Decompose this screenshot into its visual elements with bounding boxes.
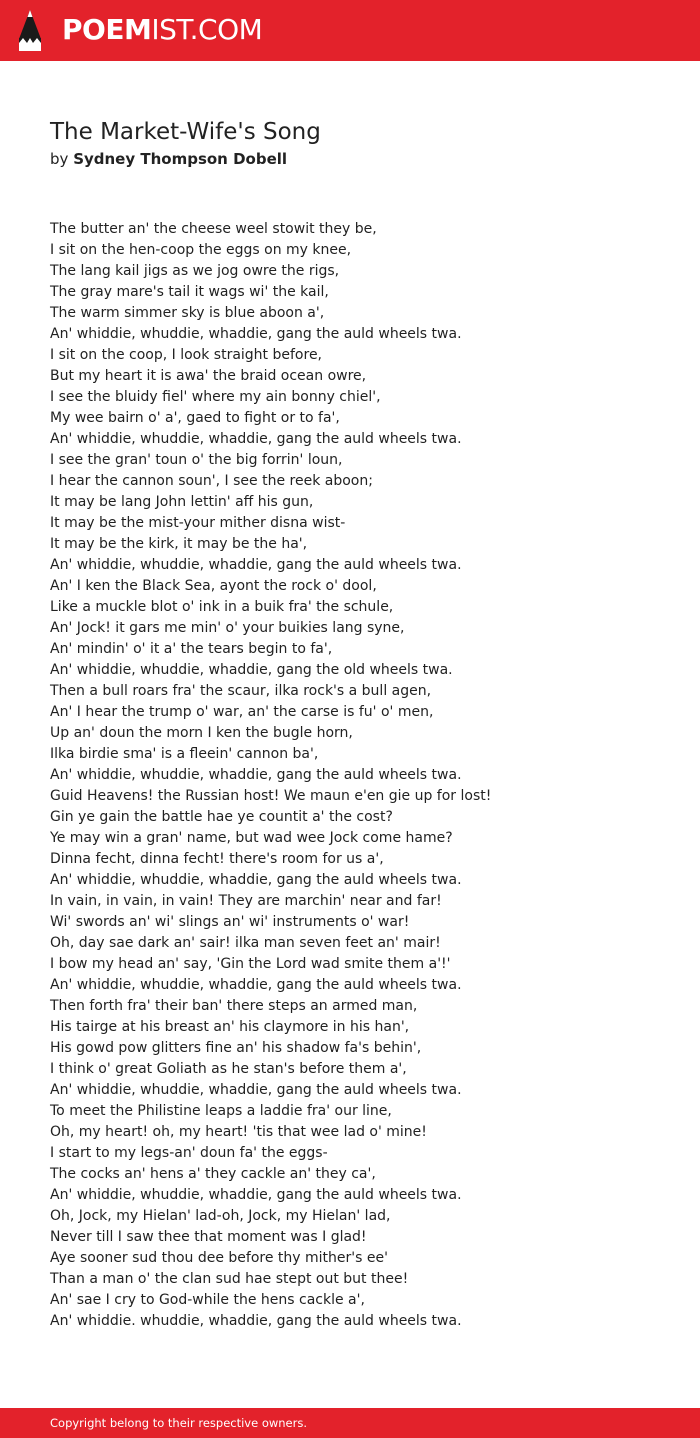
poem-line: To meet the Philistine leaps a laddie fra' our line, (50, 1103, 392, 1119)
poem-line: In vain, in vain, in vain! They are marchin' near and far! (50, 893, 442, 909)
logo-text-bold: POEM (62, 13, 152, 46)
poem-line: My wee bairn o' a', gaed to fight or to fa', (50, 410, 340, 426)
logo-text-light: IST.COM (151, 13, 263, 46)
poem-line: Gin ye gain the battle hae ye countit a' the cost? (50, 809, 393, 825)
poem-line: Oh, Jock, my Hielan' lad-oh, Jock, my Hielan' lad, (50, 1208, 391, 1224)
poem-line: An' whiddie, whuddie, whaddie, gang the auld wheels twa. (50, 557, 462, 573)
poem-author: Sydney Thompson Dobell (73, 150, 288, 168)
poem-line: The lang kail jigs as we jog owre the rigs, (50, 263, 340, 279)
poem-line: An' whiddie, whuddie, whaddie, gang the auld wheels twa. (50, 767, 462, 783)
poem-line: The butter an' the cheese weel stowit they be, (50, 221, 377, 237)
poem-byline (50, 149, 287, 169)
poem-line: The warm simmer sky is blue aboon a', (50, 305, 325, 321)
poem-line: I hear the cannon soun', I see the reek aboon; (50, 473, 373, 489)
poem-line: An' sae I cry to God-while the hens cackle a', (50, 1292, 365, 1308)
byline-prefix: by (50, 150, 69, 168)
site-logo-text (62, 13, 262, 47)
poem-line: Aye sooner sud thou dee before thy mither's ee' (50, 1250, 388, 1266)
poem-line: Than a man o' the clan sud hae stept out but thee! (50, 1271, 409, 1287)
poem-line: An' whiddie, whuddie, whaddie, gang the old wheels twa. (50, 662, 453, 678)
poem-line: An' whiddie, whuddie, whaddie, gang the auld wheels twa. (50, 326, 462, 342)
poem-line: An' whiddie, whuddie, whaddie, gang the auld wheels twa. (50, 1082, 462, 1098)
pencil-logo-icon (18, 9, 42, 51)
poem-line: It may be the mist-your mither disna wist- (50, 515, 346, 531)
poem-line: The cocks an' hens a' they cackle an' they ca', (50, 1166, 376, 1182)
poem-line: I see the gran' toun o' the big forrin' loun, (50, 452, 343, 468)
poem-line: I think o' great Goliath as he stan's before them a', (50, 1061, 407, 1077)
poem-line: I sit on the hen-coop the eggs on my knee, (50, 242, 352, 258)
poem-line: An' whiddie, whuddie, whaddie, gang the auld wheels twa. (50, 977, 462, 993)
poem-line: But my heart it is awa' the braid ocean owre, (50, 368, 367, 384)
poem-body (50, 219, 491, 1332)
poem-line: Then a bull roars fra' the scaur, ilka rock's a bull agen, (50, 683, 432, 699)
poem-line: Like a muckle blot o' ink in a buik fra' the schule, (50, 599, 394, 615)
poem-line: It may be the kirk, it may be the ha', (50, 536, 308, 552)
poem-line: Oh, day sae dark an' sair! ilka man seven feet an' mair! (50, 935, 441, 951)
poem-line: An' whiddie. whuddie, whaddie, gang the auld wheels twa. (50, 1313, 462, 1329)
poem-line: An' Jock! it gars me min' o' your buikies lang syne, (50, 620, 405, 636)
poem-title: The Market-Wife's Song (50, 119, 321, 145)
poem-line: An' I hear the trump o' war, an' the carse is fu' o' men, (50, 704, 434, 720)
site-header (0, 0, 700, 61)
poem-line: Ye may win a gran' name, but wad wee Jock come hame? (50, 830, 453, 846)
poem-line: Then forth fra' their ban' there steps an armed man, (50, 998, 418, 1014)
poem-line: I see the bluidy fiel' where my ain bonny chiel', (50, 389, 381, 405)
poem-line: It may be lang John lettin' aff his gun, (50, 494, 314, 510)
copyright-notice: Copyright belong to their respective owners. (50, 1416, 308, 1430)
poem-line: Ilka birdie sma' is a fleein' cannon ba', (50, 746, 319, 762)
poem-line: An' I ken the Black Sea, ayont the rock o' dool, (50, 578, 377, 594)
poem-line: An' mindin' o' it a' the tears begin to fa', (50, 641, 333, 657)
poem-line: Guid Heavens! the Russian host! We maun e'en gie up for lost! (50, 788, 492, 804)
poem-line: I bow my head an' say, 'Gin the Lord wad smite them a'!' (50, 956, 451, 972)
poem-line: An' whiddie, whuddie, whaddie, gang the auld wheels twa. (50, 431, 462, 447)
poem-line: Up an' doun the morn I ken the bugle horn, (50, 725, 353, 741)
poem-line: An' whiddie, whuddie, whaddie, gang the auld wheels twa. (50, 1187, 462, 1203)
poem-line: Wi' swords an' wi' slings an' wi' instruments o' war! (50, 914, 410, 930)
poem-line: Never till I saw thee that moment was I glad! (50, 1229, 367, 1245)
site-footer (0, 1408, 700, 1438)
poem-line: His gowd pow glitters fine an' his shadow fa's behin', (50, 1040, 422, 1056)
poem-line: The gray mare's tail it wags wi' the kail, (50, 284, 329, 300)
poem-line: His tairge at his breast an' his claymore in his han', (50, 1019, 410, 1035)
poem-line: I start to my legs-an' doun fa' the eggs- (50, 1145, 328, 1161)
poem-line: I sit on the coop, I look straight before, (50, 347, 323, 363)
poem-line: An' whiddie, whuddie, whaddie, gang the auld wheels twa. (50, 872, 462, 888)
poem-line: Oh, my heart! oh, my heart! 'tis that wee lad o' mine! (50, 1124, 427, 1140)
poem-line: Dinna fecht, dinna fecht! there's room for us a', (50, 851, 384, 867)
